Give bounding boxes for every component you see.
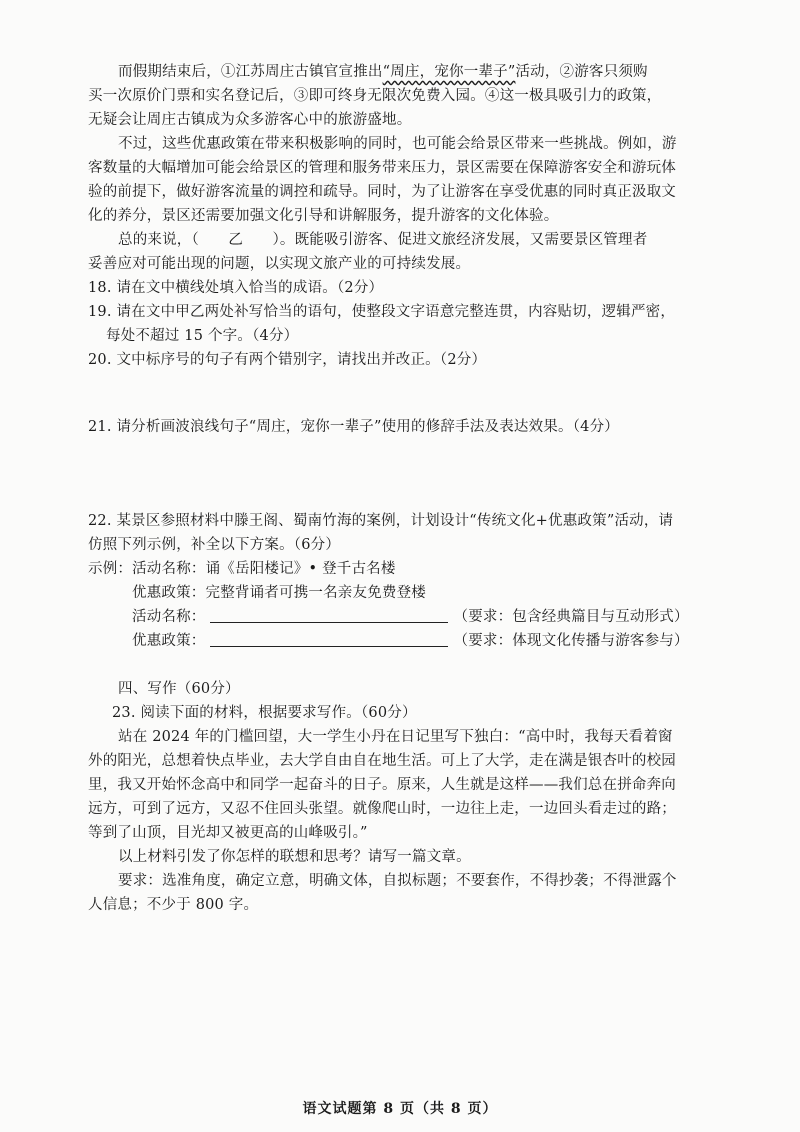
question-18: 18. 请在文中横线处填入恰当的成语。（2分） (88, 280, 384, 296)
writing-requirements-cont: 人信息；不少于 800 字。 (88, 897, 259, 913)
question-19: 19. 请在文中甲乙两处补写恰当的语句，使整段文字语意完整连贯，内容贴切，逻辑严密， (88, 304, 676, 320)
material-line: 远方，可到了远方，又忍不住回头张望。就像爬山时，一边往上走，一边回头看走过的路； (88, 801, 676, 817)
passage-line: 不过，这些优惠政策在带来积极影响的同时，也可能会给景区带来一些挑战。例如，游 (118, 136, 677, 152)
passage-line: 妥善应对可能出现的问题，以实现文旅产业的可持续发展。 (88, 256, 471, 272)
answer-blank[interactable] (210, 608, 448, 623)
fill-policy-line (132, 631, 689, 651)
passage-line (118, 62, 648, 82)
example-policy-label: 优惠政策： (132, 585, 206, 601)
material-line: 外的阳光，总想着快点毕业，去大学自由自在地生活。可上了大学，走在满是银杏叶的校园 (88, 753, 676, 769)
passage-line: 客数量的大幅增加可能会给景区的管理和服务带来压力，景区需要在保障游客安全和游玩体 (88, 160, 676, 176)
fill-policy-requirement: （要求：体现文化传播与游客参与） (453, 633, 689, 649)
question-21: 21. 请分析画波浪线句子“周庄，宠你一辈子”使用的修辞手法及表达效果。（4分） (88, 419, 619, 435)
page-footer: 语文试题第 8 页（共 8 页） (302, 1101, 498, 1117)
example-name-value: 诵《岳阳楼记》• 登千古名楼 (205, 561, 396, 577)
example-name-line (88, 559, 396, 579)
example-policy-value: 完整背诵者可携一名亲友免费登楼 (205, 585, 426, 601)
question-23: 23. 阅读下面的材料，根据要求写作。（60分） (112, 705, 417, 721)
material-line: 等到了山顶，目光却又被更高的山峰吸引。” (88, 825, 368, 841)
section-heading: 四、写作（60分） (118, 681, 240, 697)
question-20: 20. 文中标序号的句子有两个错别字，请找出并改正。（2分） (88, 352, 487, 368)
passage-text: 而假期结束后，①江苏周庄古镇官宣推出 (118, 64, 383, 80)
answer-blank[interactable] (210, 632, 448, 647)
passage-text: 活动，②游客只须购 (515, 64, 648, 80)
writing-prompt: 以上材料引发了你怎样的联想和思考？请写一篇文章。 (118, 849, 471, 865)
example-name-label: 活动名称： (132, 561, 206, 577)
question-19-cont: 每处不超过 15 个字。（4分） (106, 328, 299, 344)
fill-name-label: 活动名称： (132, 609, 206, 625)
passage-line: 验的前提下，做好游客流量的调控和疏导。同时，为了让游客在享受优惠的同时真正汲取文 (88, 184, 676, 200)
passage-line: 总的来说，（ 乙 ）。既能吸引游客、促进文旅经济发展，又需要景区管理者 (118, 232, 648, 248)
question-22: 22. 某景区参照材料中滕王阁、蜀南竹海的案例，计划设计“传统文化+优惠政策”活动，请 (88, 513, 674, 529)
passage-line: 无疑会让周庄古镇成为众多游客心中的旅游盛地。 (88, 112, 412, 128)
example-policy-line (132, 583, 426, 603)
material-line: 里，我又开始怀念高中和同学一起奋斗的日子。原来，人生就是这样——我们总在拼命奔向 (88, 777, 676, 793)
writing-requirements: 要求：选准角度，确定立意，明确文体，自拟标题；不要套作，不得抄袭；不得泄露个 (118, 873, 677, 889)
fill-name-line (132, 607, 689, 627)
fill-policy-label: 优惠政策： (132, 633, 206, 649)
material-line: 站在 2024 年的门槛回望，大一学生小丹在日记里写下独白：“高中时，我每天看着窗 (118, 729, 673, 745)
question-22-cont: 仿照下列示例，补全以下方案。（6分） (88, 537, 341, 553)
passage-line: 买一次原价门票和实名登记后，③即可终身无限次免费入园。④这一极具吸引力的政策， (88, 88, 662, 104)
example-label: 示例： (88, 561, 133, 577)
fill-name-requirement: （要求：包含经典篇目与互动形式） (453, 609, 689, 625)
passage-line: 化的养分，景区还需要加强文化引导和讲解服务，提升游客的文化体验。 (88, 208, 559, 224)
wavy-underlined-sentence: “周庄，宠你一辈子” (382, 64, 516, 80)
